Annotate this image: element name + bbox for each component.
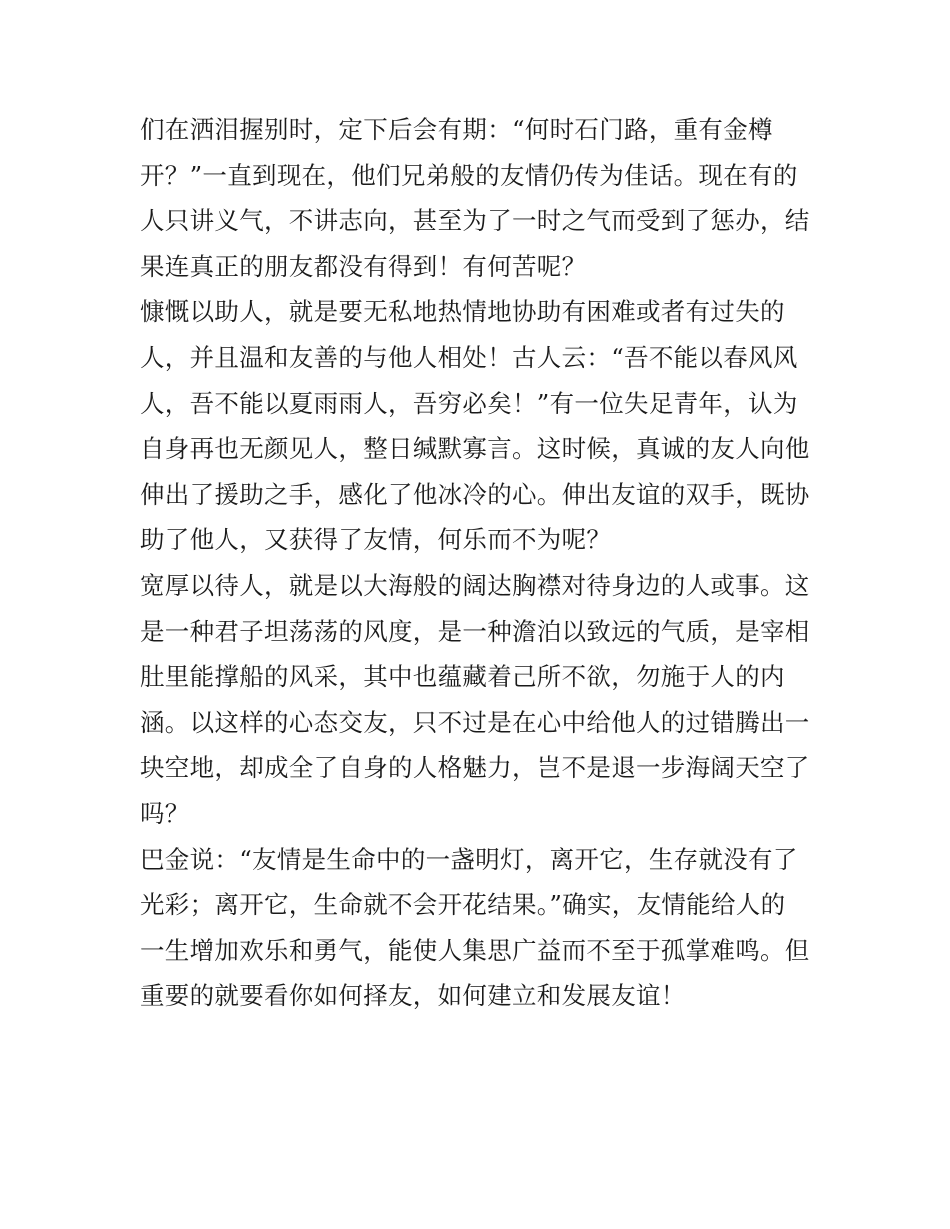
text-line: 光彩；离开它，生命就不会开花结果。”确实，友情能给人的 (140, 890, 786, 920)
text-line: 涵。以这样的心态交友，只不过是在心中给他人的过错腾出一 (140, 707, 810, 737)
text-line: 是一种君子坦荡荡的风度，是一种澹泊以致远的气质，是宰相 (140, 616, 810, 646)
text-line: 块空地，却成全了自身的人格魅力，岂不是退一步海阔天空了 (140, 753, 810, 783)
text-line: 重要的就要看你如何择友，如何建立和发展友谊！ (140, 981, 686, 1011)
text-line: 人，并且温和友善的与他人相处！古人云：“吾不能以春风风 (140, 342, 798, 372)
text-line: 助了他人，又获得了友情，何乐而不为呢？ (140, 525, 612, 555)
text-line: 肚里能撑船的风采，其中也蕴藏着己所不欲，勿施于人的内 (140, 662, 785, 692)
text-line: 伸出了援助之手，感化了他冰冷的心。伸出友谊的双手，既协 (140, 479, 810, 509)
text-line: 慷慨以助人，就是要无私地热情地协助有困难或者有过失的 (140, 297, 785, 327)
text-line: 们在洒泪握别时，定下后会有期：“何时石门路，重有金樽 (140, 115, 773, 144)
body-text (140, 107, 820, 1019)
text-line: 自身再也无颜见人，整日缄默寡言。这时候，真诚的友人向他 (140, 434, 810, 464)
text-line: 人，吾不能以夏雨雨人，吾穷必矣！”有一位失足青年，认为 (140, 388, 798, 418)
text-line: 人只讲义气，不讲志向，甚至为了一时之气而受到了惩办，结 (140, 206, 810, 236)
text-line: 吗？ (140, 798, 190, 828)
text-line: 宽厚以待人，就是以大海般的阔达胸襟对待身边的人或事。这 (140, 570, 810, 600)
text-line: 果连真正的朋友都没有得到！有何苦呢？ (140, 251, 587, 281)
text-line: 开？”一直到现在，他们兄弟般的友情仍传为佳话。现在有的 (140, 160, 798, 190)
text-line: 一生增加欢乐和勇气，能使人集思广益而不至于孤掌难鸣。但 (140, 935, 810, 965)
text-line: 巴金说：“友情是生命中的一盏明灯，离开它，生存就没有了 (140, 844, 798, 874)
